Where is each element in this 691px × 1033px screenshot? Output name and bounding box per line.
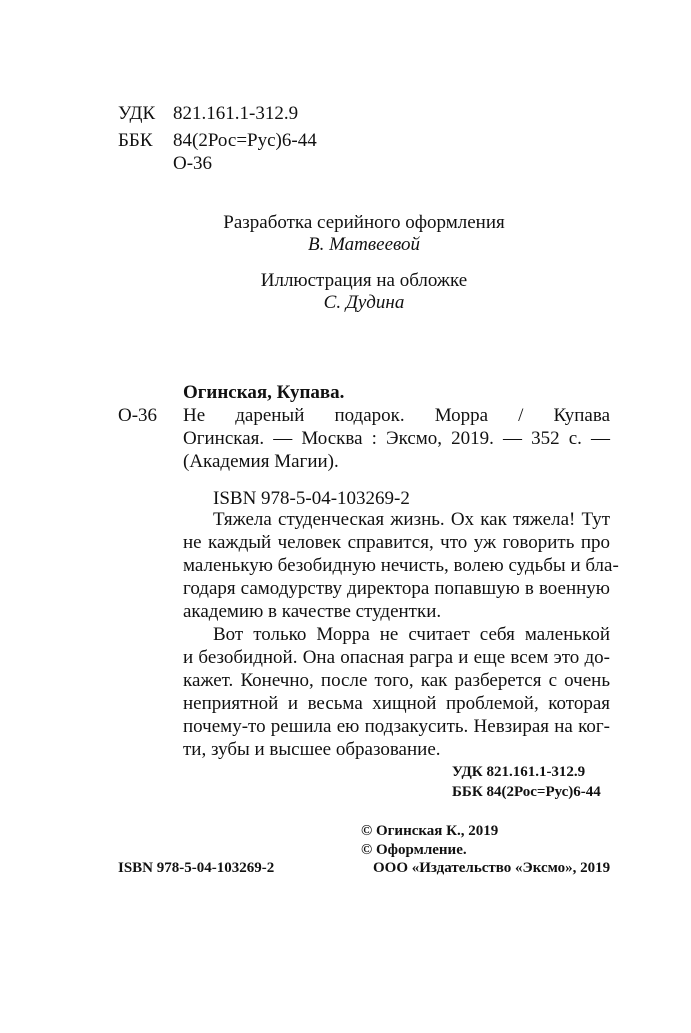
udk-value: 821.161.1-312.9 <box>173 103 299 124</box>
bbk-value: 84(2Рос=Рус)6-44 <box>173 130 317 151</box>
copyright-design-label: © Оформление. <box>361 842 467 858</box>
footer-bbk: ББК 84(2Рос=Рус)6-44 <box>452 784 601 800</box>
cover-illustration-label: Иллюстрация на обложке <box>260 270 468 291</box>
author-sign-top: О-36 <box>173 153 213 174</box>
annotation-line: не каждый человек справится, что уж говорить про <box>183 532 610 553</box>
bbk-label: ББК <box>118 130 153 151</box>
footer-isbn: ISBN 978-5-04-103269-2 <box>118 860 275 876</box>
series-design-label: Разработка серийного оформления <box>223 212 505 233</box>
series-design-name: В. Матвеевой <box>308 234 420 255</box>
annotation-line: почему-то решила ею подзакусить. Невзирая на ког- <box>183 716 610 737</box>
copyright-author: © Огинская К., 2019 <box>361 823 499 839</box>
copyright-publisher: ООО «Издательство «Эксмо», 2019 <box>373 860 611 876</box>
annotation-line: академию в качестве студентки. <box>183 601 442 622</box>
cover-illustration-name: С. Дудина <box>323 292 405 313</box>
annotation-line: неприятной и весьма хищной проблемой, которая <box>183 693 610 714</box>
annotation-line: и безобидной. Она опасная рагра и еще всем это до- <box>183 647 610 668</box>
author-heading: Огинская, Купава. <box>183 382 345 403</box>
udk-label: УДК <box>118 103 156 124</box>
annotation-line: ти, зубы и высшее образование. <box>183 739 441 760</box>
annotation-line: Тяжела студенческая жизнь. Ох как тяжела! Тут <box>213 509 610 530</box>
description-line: Огинская. — Москва : Эксмо, 2019. — 352 с. — <box>183 428 610 449</box>
annotation-line: Вот только Морра не считает себя маленькой <box>213 624 610 645</box>
annotation-line: годаря самодурству директора попавшую в военную <box>183 578 610 599</box>
description-line: Не дареный подарок. Морра / Купава <box>183 405 610 426</box>
author-sign: О-36 <box>118 405 158 426</box>
description-line: (Академия Магии). <box>183 451 339 472</box>
annotation-line: маленькую безобидную нечисть, волею судьбы и бла- <box>183 555 619 576</box>
isbn-record: ISBN 978-5-04-103269-2 <box>213 488 410 509</box>
footer-udk: УДК 821.161.1-312.9 <box>452 764 586 780</box>
annotation-line: кажет. Конечно, после того, как разберется с очень <box>183 670 610 691</box>
